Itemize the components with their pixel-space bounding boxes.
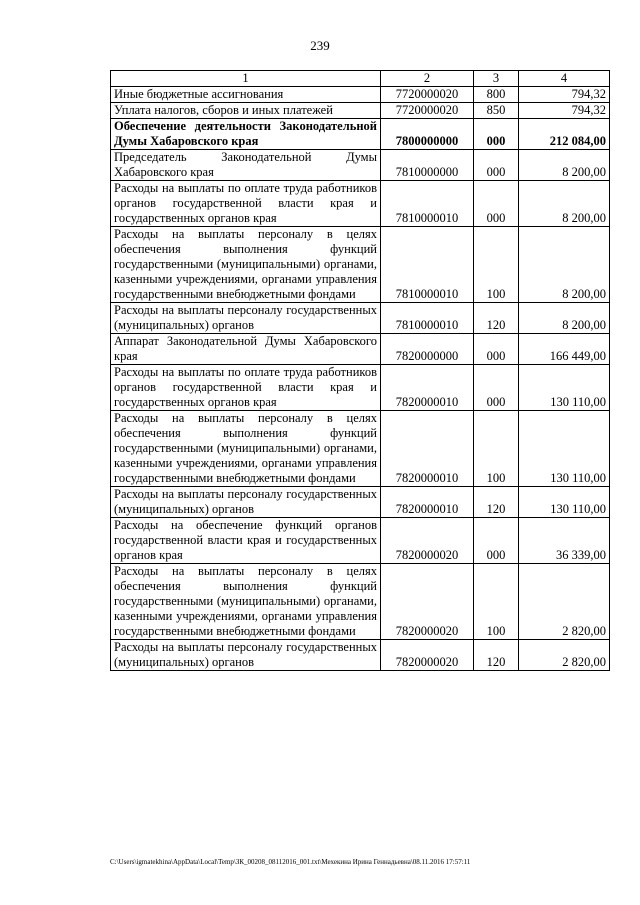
row-description: Расходы на выплаты персоналу в целях обеспечения выполнения функций государственными (муниципальными) органами, казенными учреждениями, органами управления государственными внебюджетными фондами (111, 227, 381, 303)
row-expense-type: 000 (474, 150, 519, 181)
budget-table-body (111, 71, 610, 671)
table-row (111, 334, 610, 365)
row-expense-type: 120 (474, 303, 519, 334)
row-expense-type: 120 (474, 640, 519, 671)
row-amount: 794,32 (519, 103, 610, 119)
row-target-code: 7810000000 (381, 150, 474, 181)
row-expense-type: 850 (474, 103, 519, 119)
row-description: Расходы на обеспечение функций органов государственной власти края и государственных органов края (111, 518, 381, 564)
row-amount: 8 200,00 (519, 303, 610, 334)
row-amount: 130 110,00 (519, 487, 610, 518)
row-target-code: 7810000010 (381, 303, 474, 334)
row-target-code: 7720000020 (381, 103, 474, 119)
row-target-code: 7820000020 (381, 564, 474, 640)
row-amount: 794,32 (519, 87, 610, 103)
row-target-code: 7800000000 (381, 119, 474, 150)
row-description: Расходы на выплаты по оплате труда работников органов государственной власти края и государственных органов края (111, 365, 381, 411)
header-col-1: 1 (111, 71, 381, 87)
table-row (111, 181, 610, 227)
row-amount: 2 820,00 (519, 564, 610, 640)
row-expense-type: 100 (474, 227, 519, 303)
table-row (111, 518, 610, 564)
footer-file-path: C:\Users\igmatekhina\AppData\Local\Temp\ЗК_00208_08112016_001.txt\Мехекина Ирина Геннадьевна\08.11.2016 17:57:11 (110, 858, 471, 866)
row-description: Обеспечение деятельности Законодательной Думы Хабаровского края (111, 119, 381, 150)
table-row (111, 119, 610, 150)
row-description: Расходы на выплаты по оплате труда работников органов государственной власти края и государственных органов края (111, 181, 381, 227)
page-number: 239 (310, 38, 330, 53)
table-row (111, 303, 610, 334)
row-expense-type: 800 (474, 87, 519, 103)
row-amount: 2 820,00 (519, 640, 610, 671)
row-target-code: 7820000000 (381, 334, 474, 365)
row-amount: 8 200,00 (519, 150, 610, 181)
row-expense-type: 100 (474, 564, 519, 640)
row-expense-type: 000 (474, 119, 519, 150)
row-expense-type: 000 (474, 518, 519, 564)
table-header-row (111, 71, 610, 87)
table-row (111, 640, 610, 671)
header-col-3: 3 (474, 71, 519, 87)
row-description: Расходы на выплаты персоналу государственных (муниципальных) органов (111, 640, 381, 671)
row-target-code: 7820000020 (381, 640, 474, 671)
row-description: Уплата налогов, сборов и иных платежей (111, 103, 381, 119)
row-expense-type: 000 (474, 334, 519, 365)
row-target-code: 7820000010 (381, 411, 474, 487)
table-row (111, 103, 610, 119)
budget-table (110, 70, 610, 671)
row-amount: 166 449,00 (519, 334, 610, 365)
row-amount: 130 110,00 (519, 365, 610, 411)
row-expense-type: 100 (474, 411, 519, 487)
row-description: Расходы на выплаты персоналу государственных (муниципальных) органов (111, 303, 381, 334)
row-description: Председатель Законодательной Думы Хабаровского края (111, 150, 381, 181)
table-row (111, 87, 610, 103)
row-amount: 36 339,00 (519, 518, 610, 564)
row-amount: 8 200,00 (519, 181, 610, 227)
row-target-code: 7810000010 (381, 227, 474, 303)
row-expense-type: 120 (474, 487, 519, 518)
row-description: Иные бюджетные ассигнования (111, 87, 381, 103)
table-row (111, 227, 610, 303)
row-description: Расходы на выплаты персоналу в целях обеспечения выполнения функций государственными (муниципальными) органами, казенными учреждениями, органами управления государственными внебюджетными фондами (111, 564, 381, 640)
table-row (111, 150, 610, 181)
row-expense-type: 000 (474, 365, 519, 411)
row-target-code: 7720000020 (381, 87, 474, 103)
header-col-4: 4 (519, 71, 610, 87)
row-target-code: 7820000010 (381, 487, 474, 518)
row-amount: 130 110,00 (519, 411, 610, 487)
table-row (111, 411, 610, 487)
row-description: Аппарат Законодательной Думы Хабаровского края (111, 334, 381, 365)
row-description: Расходы на выплаты персоналу государственных (муниципальных) органов (111, 487, 381, 518)
row-amount: 8 200,00 (519, 227, 610, 303)
row-target-code: 7820000020 (381, 518, 474, 564)
row-description: Расходы на выплаты персоналу в целях обеспечения выполнения функций государственными (муниципальными) органами, казенными учреждениями, органами управления государственными внебюджетными фондами (111, 411, 381, 487)
header-col-2: 2 (381, 71, 474, 87)
table-row (111, 365, 610, 411)
row-expense-type: 000 (474, 181, 519, 227)
row-amount: 212 084,00 (519, 119, 610, 150)
table-row (111, 564, 610, 640)
table-row (111, 487, 610, 518)
row-target-code: 7810000010 (381, 181, 474, 227)
row-target-code: 7820000010 (381, 365, 474, 411)
